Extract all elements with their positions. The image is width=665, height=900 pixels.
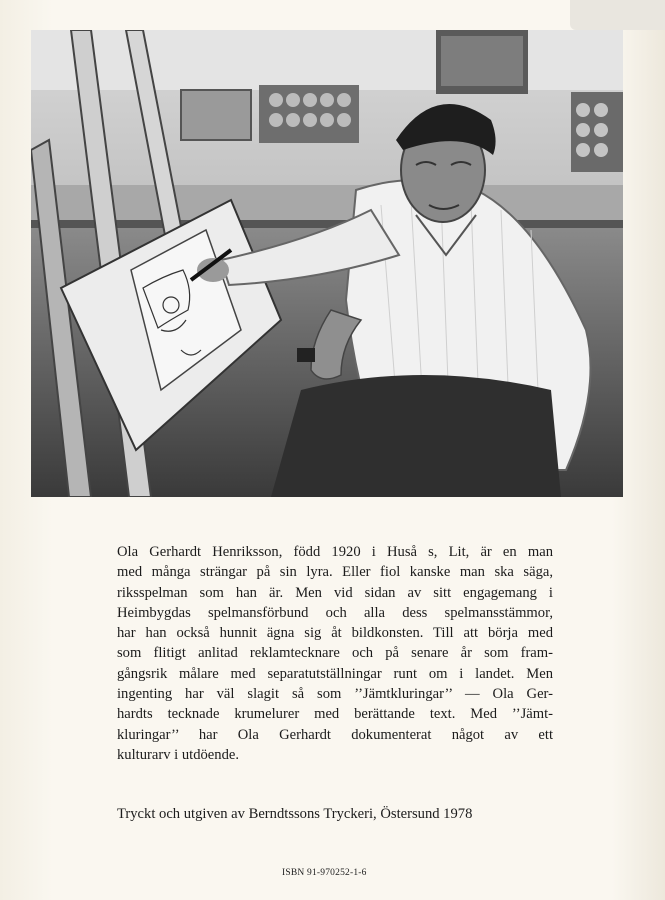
bio-paragraph: [117, 542, 553, 765]
printer-imprint: Tryckt och utgiven av Berndtssons Tryckeri, Östersund 1978: [117, 806, 473, 822]
artist-photo-illustration: [31, 30, 623, 497]
bio-line: hardts tecknade krumelurer med berättande text. Med ’’Jämt-: [117, 706, 553, 723]
bio-line: ingenting har väl slagit så som ’’Jämtkluringar’’ — Ola Ger-: [117, 686, 553, 703]
bio-line: kluringar’’ har Ola Gerhardt dokumenterat något av ett: [117, 726, 553, 743]
bio-line: riksspelman som han är. Men vid sidan av sitt engagemang i: [117, 584, 553, 601]
bio-line: har han också hunnit ägna sig åt bildkonsten. Till att börja med: [117, 625, 553, 642]
bio-line: som flitigt anlitad reklamtecknare och på senare år som fram-: [117, 645, 553, 662]
bio-line: gångsrik målare med separatutställningar runt om i landet. Men: [117, 665, 553, 682]
bio-line: kulturarv i utdöende.: [117, 746, 239, 763]
bio-line: Ola Gerhardt Henriksson, född 1920 i Huså s, Lit, är en man: [117, 544, 553, 560]
artist-photo: [31, 30, 623, 497]
page-corner-tab: [570, 0, 665, 30]
bio-line: Heimbygdas spelmansförbund och alla dess spelmansstämmor,: [117, 604, 553, 621]
isbn-number: ISBN 91-970252-1-6: [282, 868, 367, 878]
bio-line: med många strängar på sin lyra. Eller fiol kanske man ska säga,: [117, 564, 553, 581]
